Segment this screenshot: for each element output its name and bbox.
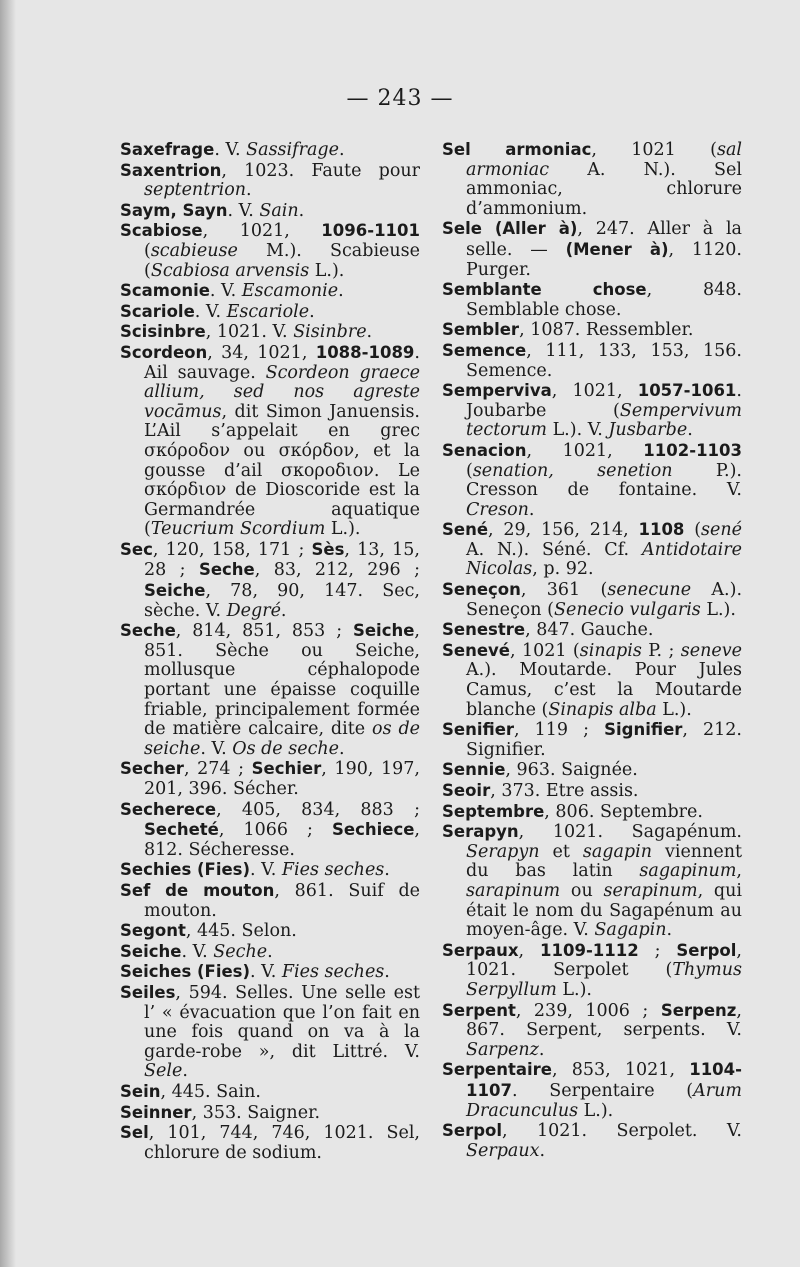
dictionary-entry: Seoir, 373. Etre assis. bbox=[442, 781, 639, 801]
dictionary-entry: Serapyn, 1021. Sagapénum. Serapyn et sagapin viennent du bas latin sagapinum, sarapinum ou serapinum, qui était le nom du Sagapénum au moyen-âge. V. Sagapin. bbox=[442, 822, 742, 941]
dictionary-entry: Senevé, 1021 (sinapis P. ; seneve A.). Moutarde. Pour Jules Camus, c’est la Moutarde blanche (Sinapis alba L.). bbox=[442, 640, 742, 720]
dictionary-entry: Semence, 111, 133, 153, 156. Semence. bbox=[442, 340, 742, 381]
dictionary-entry: Semblante chose, 848. Semblable chose. bbox=[442, 280, 742, 320]
dictionary-entry: Scordeon, 34, 1021, 1088-1089. Ail sauvage. Scordeon graece allium, sed nos agreste vocāmus, dit Simon Januensis. L’Ail s’appelait en grec σκόροδον ou σκόρδον, et la gousse d’ail σκοροδιον. Le σκόρδιον de Dioscoride est la Germandrée aquatique (Teucrium Scordium L.). bbox=[120, 342, 420, 540]
dictionary-entry: Sein, 445. Sain. bbox=[120, 1081, 261, 1102]
dictionary-entry: Secherece, 405, 834, 883 ; Secheté, 1066 ; Sechiece, 812. Sécheresse. bbox=[120, 799, 420, 860]
dictionary-entry: Saxentrion, 1023. Faute pour septentrion. bbox=[120, 160, 420, 201]
dictionary-entry: Serpent, 239, 1006 ; Serpenz, 867. Serpent, serpents. V. Sarpenz. bbox=[442, 1000, 742, 1060]
dictionary-entry: Senacion, 1021, 1102-1103 (senation, senetion P.). Cresson de fontaine. V. Creson. bbox=[442, 440, 742, 520]
dictionary-entry: Sef de mouton, 861. Suif de mouton. bbox=[120, 880, 421, 921]
dictionary-entry: Seiches (Fies). V. Fies seches. bbox=[120, 962, 390, 983]
dictionary-entry: Serpol, 1021. Serpolet. V. Serpaux. bbox=[442, 1121, 742, 1161]
left-column bbox=[120, 140, 420, 1163]
dictionary-entry: Scamonie. V. Escamonie. bbox=[120, 281, 344, 302]
dictionary-entry: Semperviva, 1021, 1057-1061. Joubarbe (Sempervivum tectorum L.). V. Jusbarbe. bbox=[442, 381, 742, 441]
dictionary-entry: Sembler, 1087. Ressembler. bbox=[442, 320, 694, 341]
dictionary-entry: Sennie, 963. Saignée. bbox=[442, 760, 638, 781]
dictionary-entry: Seiles, 594. Selles. Une selle est l’ « évacuation que l’on fait en une fois quand on va à la garde-robe », dit Littré. V. Sele. bbox=[120, 982, 420, 1082]
dictionary-entry: Septembre, 806. Septembre. bbox=[442, 801, 703, 822]
page-edge-shadow bbox=[0, 0, 16, 1267]
dictionary-entry: Seche, 814, 851, 853 ; Seiche, 851. Sèche ou Seiche, mollusque céphalopode portant une épaisse coquille friable, principalement formée de matière calcaire, dite os de seiche. V. Os de seche. bbox=[120, 621, 421, 759]
dictionary-entry: Seneçon, 361 (senecune A.). Seneçon (Senecio vulgaris L.). bbox=[442, 580, 743, 620]
dictionary-entry: Saxefrage. V. Sassifrage. bbox=[120, 140, 345, 160]
dictionary-entry: Secher, 274 ; Sechier, 190, 197, 201, 396. Sécher. bbox=[120, 759, 420, 799]
dictionary-entry: Scabiose, 1021, 1096-1101 (scabieuse M.). Scabieuse (Scabiosa arvensis L.). bbox=[120, 221, 420, 281]
dictionary-entry: Scariole. V. Escariole. bbox=[120, 301, 315, 322]
dictionary-entry: Seinner, 353. Saigner. bbox=[120, 1102, 321, 1123]
dictionary-entry: Sel, 101, 744, 746, 1021. Sel, chlorure de sodium. bbox=[120, 1123, 420, 1163]
page-number: — 243 — bbox=[346, 86, 454, 111]
dictionary-entry: Saym, Sayn. V. Sain. bbox=[120, 200, 305, 221]
dictionary-entry: Seiche. V. Seche. bbox=[120, 941, 273, 962]
dictionary-entry: Senestre, 847. Gauche. bbox=[442, 620, 654, 641]
dictionary-entry: Scisinbre, 1021. V. Sisinbre. bbox=[120, 322, 373, 343]
dictionary-entry: Sele (Aller à), 247. Aller à la selle. — (Mener à), 1120. Purger. bbox=[442, 219, 742, 280]
dictionary-entry: Sel armoniac, 1021 (sal armoniac A. N.). Sel ammoniac, chlorure d’ammonium. bbox=[442, 140, 742, 219]
dictionary-entry: Serpentaire, 853, 1021, 1104-1107. Serpentaire (Arum Dracunculus L.). bbox=[442, 1060, 742, 1121]
dictionary-entry: Sené, 29, 156, 214, 1108 (sené A. N.). Séné. Cf. Antidotaire Nicolas, p. 92. bbox=[442, 520, 743, 580]
dictionary-entry: Serpaux, 1109-1112 ; Serpol, 1021. Serpolet (Thymus Serpyllum L.). bbox=[442, 940, 742, 1000]
dictionary-entry: Sec, 120, 158, 171 ; Sès, 13, 15, 28 ; Seche, 83, 212, 296 ; Seiche, 78, 90, 147. Sec, sèche. V. Degré. bbox=[120, 539, 420, 621]
dictionary-entry: Segont, 445. Selon. bbox=[120, 921, 297, 942]
right-column bbox=[442, 140, 742, 1161]
dictionary-entry: Sechies (Fies). V. Fies seches. bbox=[120, 860, 390, 881]
dictionary-entry: Senifier, 119 ; Signifier, 212. Signifier. bbox=[442, 720, 742, 760]
